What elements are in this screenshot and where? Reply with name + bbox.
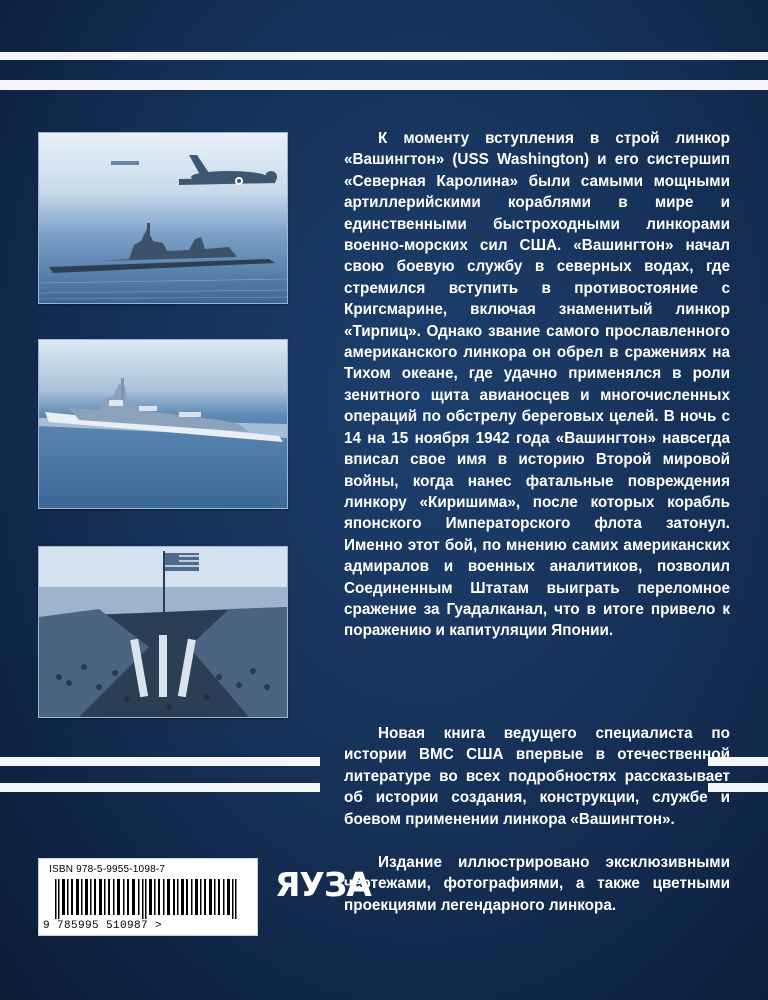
barcode-bars-icon bbox=[45, 879, 251, 919]
publisher-logo: ЯУЗА bbox=[275, 865, 371, 904]
description-paragraph-3: Издание иллюстрировано эксклюзивными чертежами, фотографиями, а также цветными проекциями легендарного линкора. bbox=[344, 854, 730, 914]
top-stripe-thin bbox=[0, 52, 768, 60]
top-stripe-thick bbox=[0, 80, 768, 90]
photo-battleship-aerial bbox=[38, 339, 288, 509]
isbn-label: ISBN 978-5-9955-1098-7 bbox=[49, 864, 166, 875]
lower-stripe-left-1 bbox=[0, 757, 320, 766]
photo-crew-on-deck bbox=[38, 546, 288, 718]
isbn-digits: 9 785995 510987 > bbox=[43, 920, 163, 932]
photo-plane-over-battleship bbox=[38, 132, 288, 304]
lower-stripe-left-2 bbox=[0, 783, 320, 792]
isbn-barcode bbox=[38, 858, 258, 936]
description-paragraph-2: Новая книга ведущего специалиста по истории ВМС США впервые в отечественной литературе во всех подробностях рассказывает об истории создания, конструкции, службе и боевом применении линкора «Вашингтон». bbox=[344, 725, 730, 828]
description-paragraph-1: К моменту вступления в строй линкор «Вашингтон» (USS Washington) и его систершип «Северная Каролина» были самыми мощными артиллерийскими кораблями в мире и единственными быстроходными линкорами военно-морских сил США. «Вашингтон» начал свою боевую службу в северных водах, где стремился вступить в противостояние с Кригсмарине, включая знаменитый линкор «Тирпиц». Однако звание самого прославленного американского линкора он обрел в сражениях на Тихом океане, где удачно применялся в роли зенитного щита авианосцев и многочисленных операций по обстрелу береговых целей. В ночь с 14 на 15 ноября 1942 года «Вашингтон» навсегда вписал свое имя в историю Второй мировой войны, когда нанес фатальные повреждения линкору «Киришима», после которых корабль японского Императорского флота затонул. Именно этот бой, по мнению самих американских адмиралов и военных аналитиков, позволил Соединенным Штатам выиграть переломное сражение за Гуадалканал, что в итоге привело к поражению и капитуляции Японии. bbox=[344, 130, 730, 640]
